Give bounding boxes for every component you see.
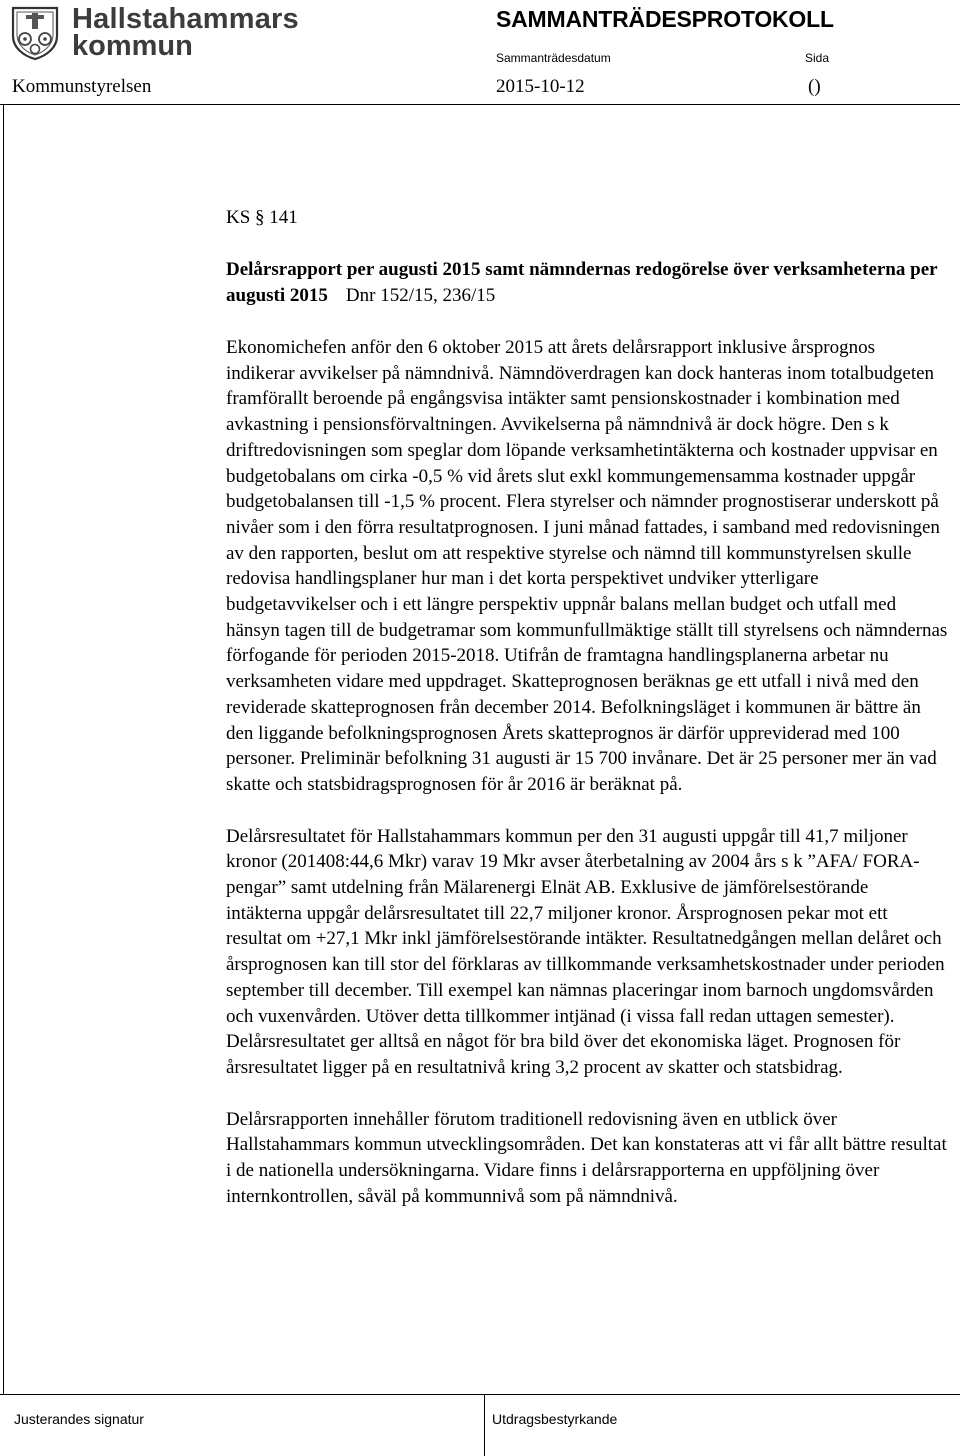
- paragraph-3: Delårsrapporten innehåller förutom traditionell redovisning även en utblick över Hallstahammars kommun utvecklingsområden. Det kan konstateras att vi får allt bättre resultat i de nationella undersökningarna. Vidare finns i delårsrapporterna en uppföljning över internkontrollen, såväl på kommunnivå som på nämndnivå.: [226, 1108, 947, 1207]
- logo-wordmark: [72, 3, 299, 62]
- paragraph-2: Delårsresultatet för Hallstahammars kommun per den 31 augusti uppgår till 41,7 miljoner kronor (201408:44,6 Mkr) varav 19 Mkr avser återbetalning av 2004 års s k ”AFA/ FORA-pengar” samt utdelning från Mälarenergi Elnät AB. Exklusive de jämförelsestörande intäkterna uppgår delårsresultatet till 22,7 miljoner kronor. Årsprognosen pekar mot ett resultat om +27,1 Mkr inkl jämförelsestörande intäkter. Resultatnedgången mellan delåret och årsprognosen kan till stor del förklaras av tillkommande verksamhetskostnader under perioden september till december. Till exempel kan nämnas placeringar inom barnoch ungdomsvården och vuxenvården. Utöver detta tillkommer intjänad (i vissa fall redan uttagen semester). Delårsresultatet ger alltså en något för bra bild över det ekonomiska läget. Prognosen för årsresultatet ligger på en resultatnivå kring 3,2 procent av skatter och statsbidrag.: [226, 825, 945, 1078]
- diary-number: Dnr 152/15, 236/15: [345, 285, 496, 306]
- footer-divider: [0, 1394, 960, 1395]
- section-heading-title: Delårsrapport per augusti 2015 samt nämndernas redogörelse över verksamheterna per augusti 2015: [226, 259, 938, 306]
- header-divider: [0, 104, 960, 105]
- meeting-date-label: Sammanträdesdatum: [496, 51, 611, 65]
- organization-name: Kommunstyrelsen: [12, 76, 152, 97]
- logo-line-2: kommun: [72, 30, 193, 62]
- adjuster-signature-label: Justerandes signatur: [14, 1411, 144, 1427]
- meeting-date: 2015-10-12: [496, 76, 585, 97]
- footer-column-divider: [484, 1394, 485, 1456]
- coat-of-arms-icon: [10, 6, 60, 60]
- logo-line-1: Hallstahammars: [72, 3, 299, 35]
- section-heading: [226, 257, 948, 309]
- minutes-body: [226, 205, 948, 1236]
- page-label: Sida: [805, 51, 830, 65]
- municipality-logo: [10, 3, 299, 62]
- extract-certification-label: Utdragsbestyrkande: [492, 1411, 618, 1427]
- paragraph-1: Ekonomichefen anför den 6 oktober 2015 att årets delårsrapport inklusive årsprognos indikerar avvikelser på nämndnivå. Nämndöverdragen kan dock hanteras inom totalbudgeten framförallt beroende på engångsvisa intäkter samt pensionskostnader i kombination med avkastning i pensionsförvaltningen. Avvikelserna på nämndnivå är dock högre. Den s k driftredovisningen som speglar dom löpande verksamhetintäkterna och kostnader uppvisar en budgetobalans om cirka -0,5 % vid årets slut exkl kommungemensamma kostnader uppgår budgetobalansen till -1,5 % procent. Flera styrelser och nämnder prognostiserar underskott på nivåer som i den förra resultatprognosen. I juni månad fattades, i samband med redovisningen av den rapporten, beslut om att respektive styrelse och nämnd till kommunstyrelsen skulle redovisa handlingsplaner hur man i det korta perspektivet undviker ytterligare budgetavvikelser och i ett längre perspektiv uppnår balans mellan budget och utfall med hänsyn tagen till de budgetramar som kommunfullmäktige ställt till styrelsens och nämndernas förfogande för perioden 2015-2018. Utifrån de framtagna handlingsplanerna arbetar nu verksamheten vidare med uppdraget. Skatteprognosen beräknas ge ett utfall i nivå med den reviderade skatteprognosen från december 2014. Befolkningsläget i kommunen är bättre än den liggande befolkningsprognosen Årets skatteprognos är därför uppreviderad med 100 personer. Preliminär befolkning 31 augusti är 15 700 invånare. Det är 25 personer mer än vad skatte och statsbidragsprognosen för år 2016 är beräknat på.: [226, 337, 948, 795]
- page-number: (): [808, 76, 821, 97]
- left-margin-rule: [3, 104, 4, 1394]
- section-number: KS § 141: [226, 207, 298, 228]
- document-title: SAMMANTRÄDESPROTOKOLL: [496, 6, 834, 32]
